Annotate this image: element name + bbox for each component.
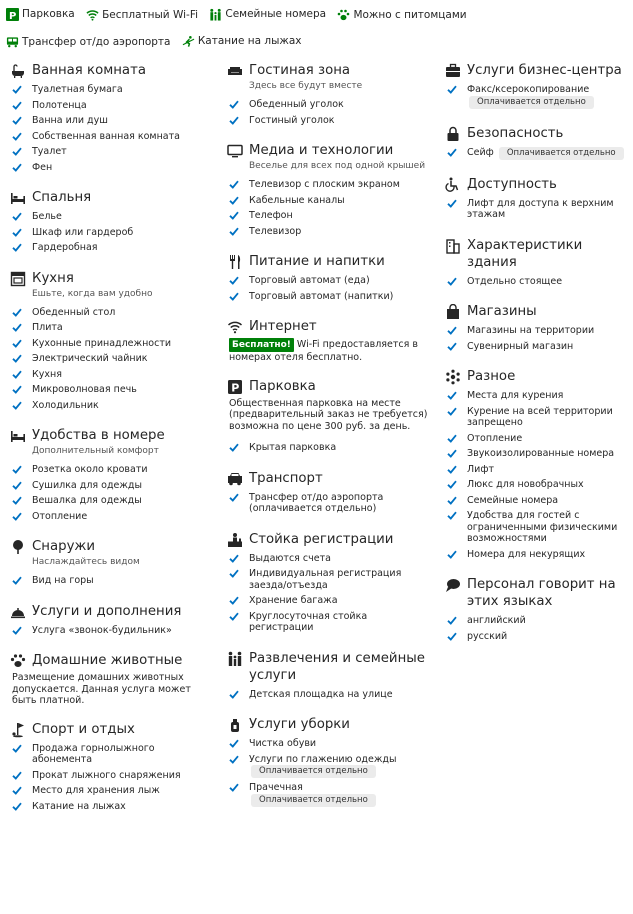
highlight-wifi [86, 4, 198, 27]
section-title: Гостиная зона [249, 63, 351, 78]
paid-badge: Оплачивается отдельно [499, 147, 624, 160]
list-item: Розетка около кровати [10, 462, 215, 478]
svg-text:P: P [9, 11, 17, 21]
section-subtitle: Дополнительный комфорт [32, 446, 159, 456]
paid-badge: Оплачивается отдельно [251, 794, 376, 807]
paw-icon [10, 653, 26, 669]
highlight-parking [6, 3, 75, 26]
tree-icon [10, 539, 26, 555]
sofa-icon [227, 63, 243, 79]
briefcase-icon [445, 63, 461, 79]
paid-badge: Оплачивается отдельно [251, 765, 376, 778]
wheelchair-icon [445, 177, 461, 193]
facilities-column-3 [445, 62, 627, 658]
list-item: Хранение багажа [227, 593, 432, 609]
section-living [227, 62, 432, 128]
list-item: Собственная ванная комната [10, 129, 215, 145]
list-item: Лифт для доступа к верхним этажам [445, 196, 627, 223]
parking-icon [227, 379, 243, 395]
section-languages [445, 576, 627, 644]
section-title: Персонал говорит на этих языках [467, 577, 616, 609]
section-title: Транспорт [249, 470, 323, 486]
list-item: Обеденный стол [10, 305, 215, 321]
highlight-label: Трансфер от/до аэропорта [22, 35, 171, 48]
snowflake-icon [445, 369, 461, 385]
list-item: Холодильник [10, 398, 215, 414]
list-item: Торговый автомат (еда) [227, 273, 432, 289]
section-misc [445, 368, 627, 562]
lock-icon [445, 126, 461, 142]
bed-icon [10, 190, 26, 206]
list-item: Ванна или душ [10, 113, 215, 129]
section-kitchen [10, 270, 215, 414]
section-subtitle: Ешьте, когда вам удобно [32, 288, 153, 299]
section-title: Услуги и дополнения [32, 603, 182, 619]
highlight-family [209, 3, 326, 26]
section-parking [227, 378, 432, 456]
facilities-column-2 [227, 62, 432, 823]
highlight-shuttle [6, 31, 170, 54]
section-shops [445, 303, 627, 354]
section-title: Разное [467, 369, 516, 384]
list-item: Курение на всей территории запрещено [445, 404, 627, 431]
paw-icon [337, 9, 350, 22]
section-cleaning [227, 716, 432, 809]
list-item: Кухня [10, 367, 215, 383]
section-title: Ванная комната [32, 63, 146, 78]
list-item: Отопление [445, 431, 627, 447]
list-item: Кухонные принадлежности [10, 336, 215, 352]
section-title: Интернет [249, 319, 317, 334]
bed-icon [10, 428, 26, 444]
list-item: Места для курения [445, 388, 627, 404]
reception-icon [227, 532, 243, 548]
section-media [227, 142, 432, 239]
section-bedroom [10, 189, 215, 256]
section-title: Развлечения и семейные услуги [249, 650, 425, 683]
section-title: Доступность [467, 176, 557, 192]
list-item: Сушилка для одежды [10, 478, 215, 494]
list-item: Шкаф или гардероб [10, 225, 215, 241]
bath-icon [10, 63, 26, 79]
section-internet [227, 318, 432, 364]
list-item: Электрический чайник [10, 351, 215, 367]
section-building [445, 237, 627, 290]
section-bathroom [10, 62, 215, 175]
list-item: Гардеробная [10, 240, 215, 256]
list-item: Детская площадка на улице [227, 687, 432, 703]
wifi-icon [227, 319, 243, 335]
list-item: Выдаются счета [227, 551, 432, 567]
section-title: Домашние животные [32, 653, 183, 668]
section-title: Питание и напитки [249, 254, 385, 269]
list-item: Туалетная бумага [10, 82, 215, 98]
list-item: Вешалка для одежды [10, 493, 215, 509]
spray-icon [227, 717, 243, 733]
section-description: Общественная парковка на месте (предварительный заказ не требуется) возможна по цене 300 руб. за день. [229, 397, 428, 432]
list-item: Чистка обуви [227, 736, 432, 752]
list-item: Отдельно стоящее [445, 274, 627, 290]
list-item: Услуги по глажению одежды Оплачивается отдельно [227, 752, 432, 781]
section-title: Характеристики здания [467, 237, 583, 270]
highlight-label: Семейные номера [225, 8, 327, 20]
section-outdoors [10, 538, 215, 589]
section-subtitle: Здесь все будут вместе [249, 81, 363, 91]
section-title: Стойка регистрации [249, 531, 394, 547]
speech-bubble-icon [445, 577, 461, 593]
paid-badge: Оплачивается отдельно [469, 96, 594, 109]
family-icon [209, 8, 222, 21]
list-item: Удобства для гостей с ограниченными физическими возможностями [445, 508, 627, 547]
highlight-label: Можно с питомцами [353, 8, 467, 21]
highlights-bar [0, 0, 633, 46]
list-item: Люкс для новобрачных [445, 477, 627, 493]
list-item: Звукоизолированные номера [445, 446, 627, 462]
list-item: Продажа горнолыжного абонемента [10, 741, 215, 768]
highlight-skiing [182, 30, 302, 53]
list-item: Крытая парковка [227, 440, 432, 456]
building-icon [445, 238, 461, 254]
list-item: Телевизор [227, 224, 432, 240]
list-item: Катание на лыжах [10, 799, 215, 815]
list-item: русский [445, 629, 627, 645]
skiing-icon [182, 35, 195, 48]
list-item: Номера для некурящих [445, 547, 627, 563]
list-item: Телевизор с плоским экраном [227, 177, 432, 193]
section-description: Размещение домашних животных допускается. Данная услуга может быть платной. [12, 672, 191, 706]
list-item: Трансфер от/до аэропорта (оплачивается отдельно) [227, 490, 432, 517]
section-services [10, 603, 215, 639]
list-item: Фен [10, 160, 215, 176]
svg-text:P: P [231, 381, 240, 394]
list-item: Торговый автомат (напитки) [227, 289, 432, 305]
shuttle-icon [6, 36, 19, 49]
section-title: Услуги бизнес-центра [467, 63, 622, 78]
list-item: Прокат лыжного снаряжения [10, 768, 215, 784]
list-item: Прачечная Оплачивается отдельно [227, 780, 432, 809]
list-item: Лифт [445, 462, 627, 478]
section-title: Услуги уборки [249, 717, 350, 732]
section-title: Удобства в номере [32, 428, 165, 443]
list-item: Факс/ксерокопирование Оплачивается отдельно [445, 82, 627, 111]
list-item: Сувенирный магазин [445, 339, 627, 355]
tv-icon [227, 143, 243, 159]
section-subtitle: Веселье для всех под одной крышей [249, 161, 426, 171]
list-item: Место для хранения лыж [10, 783, 215, 799]
list-item: Белье [10, 209, 215, 225]
section-subtitle: Наслаждайтесь видом [32, 557, 140, 567]
highlight-label: Бесплатный Wi-Fi [102, 8, 199, 21]
facilities-column-1 [10, 62, 215, 828]
list-item: Вид на горы [10, 573, 215, 589]
car-icon [227, 471, 243, 487]
list-item: Туалет [10, 144, 215, 160]
shopping-bag-icon [445, 304, 461, 320]
list-item: Гостиный уголок [227, 113, 432, 129]
section-title: Кухня [32, 270, 74, 286]
section-transport [227, 470, 432, 517]
list-item: Сейф Оплачивается отдельно [445, 145, 627, 162]
wifi-icon [86, 9, 99, 22]
section-entertainment [227, 650, 432, 703]
highlight-label: Катание на лыжах [197, 35, 302, 47]
bell-icon [10, 604, 26, 620]
section-title: Парковка [249, 378, 316, 394]
list-item: Кабельные каналы [227, 193, 432, 209]
list-item: Отопление [10, 509, 215, 525]
section-room-amenities [10, 427, 215, 524]
section-reception [227, 531, 432, 636]
golf-icon [10, 722, 26, 738]
section-title: Магазины [467, 304, 537, 319]
highlight-label: Парковка [22, 8, 75, 20]
section-sport [10, 721, 215, 815]
list-item: Обеденный уголок [227, 97, 432, 113]
family-icon [227, 651, 243, 667]
section-title: Спальня [32, 190, 92, 205]
list-item: Семейные номера [445, 493, 627, 509]
parking-icon [6, 8, 19, 21]
list-item: Услуга «звонок-будильник» [10, 623, 215, 639]
oven-icon [10, 271, 26, 287]
section-security [445, 125, 627, 162]
list-item: Плита [10, 320, 215, 336]
list-item: английский [445, 613, 627, 629]
section-business [445, 62, 627, 111]
list-item: Индивидуальная регистрация заезда/отъезда [227, 566, 432, 593]
section-title: Спорт и отдых [32, 721, 135, 737]
list-item: Телефон [227, 208, 432, 224]
section-food [227, 253, 432, 304]
list-item: Полотенца [10, 98, 215, 114]
section-title: Медиа и технологии [249, 143, 394, 158]
section-title: Снаружи [32, 539, 96, 554]
section-description: Бесплатно! Wi-Fi предоставляется в номерах отеля бесплатно. [229, 339, 418, 363]
section-title: Безопасность [467, 125, 564, 141]
cutlery-icon [227, 254, 243, 270]
free-badge: Бесплатно! [229, 338, 294, 352]
section-pets [10, 652, 215, 707]
highlight-pets [337, 4, 466, 27]
list-item: Круглосуточная стойка регистрации [227, 609, 432, 636]
list-item: Микроволновая печь [10, 382, 215, 398]
list-item: Магазины на территории [445, 323, 627, 339]
section-accessibility [445, 176, 627, 223]
